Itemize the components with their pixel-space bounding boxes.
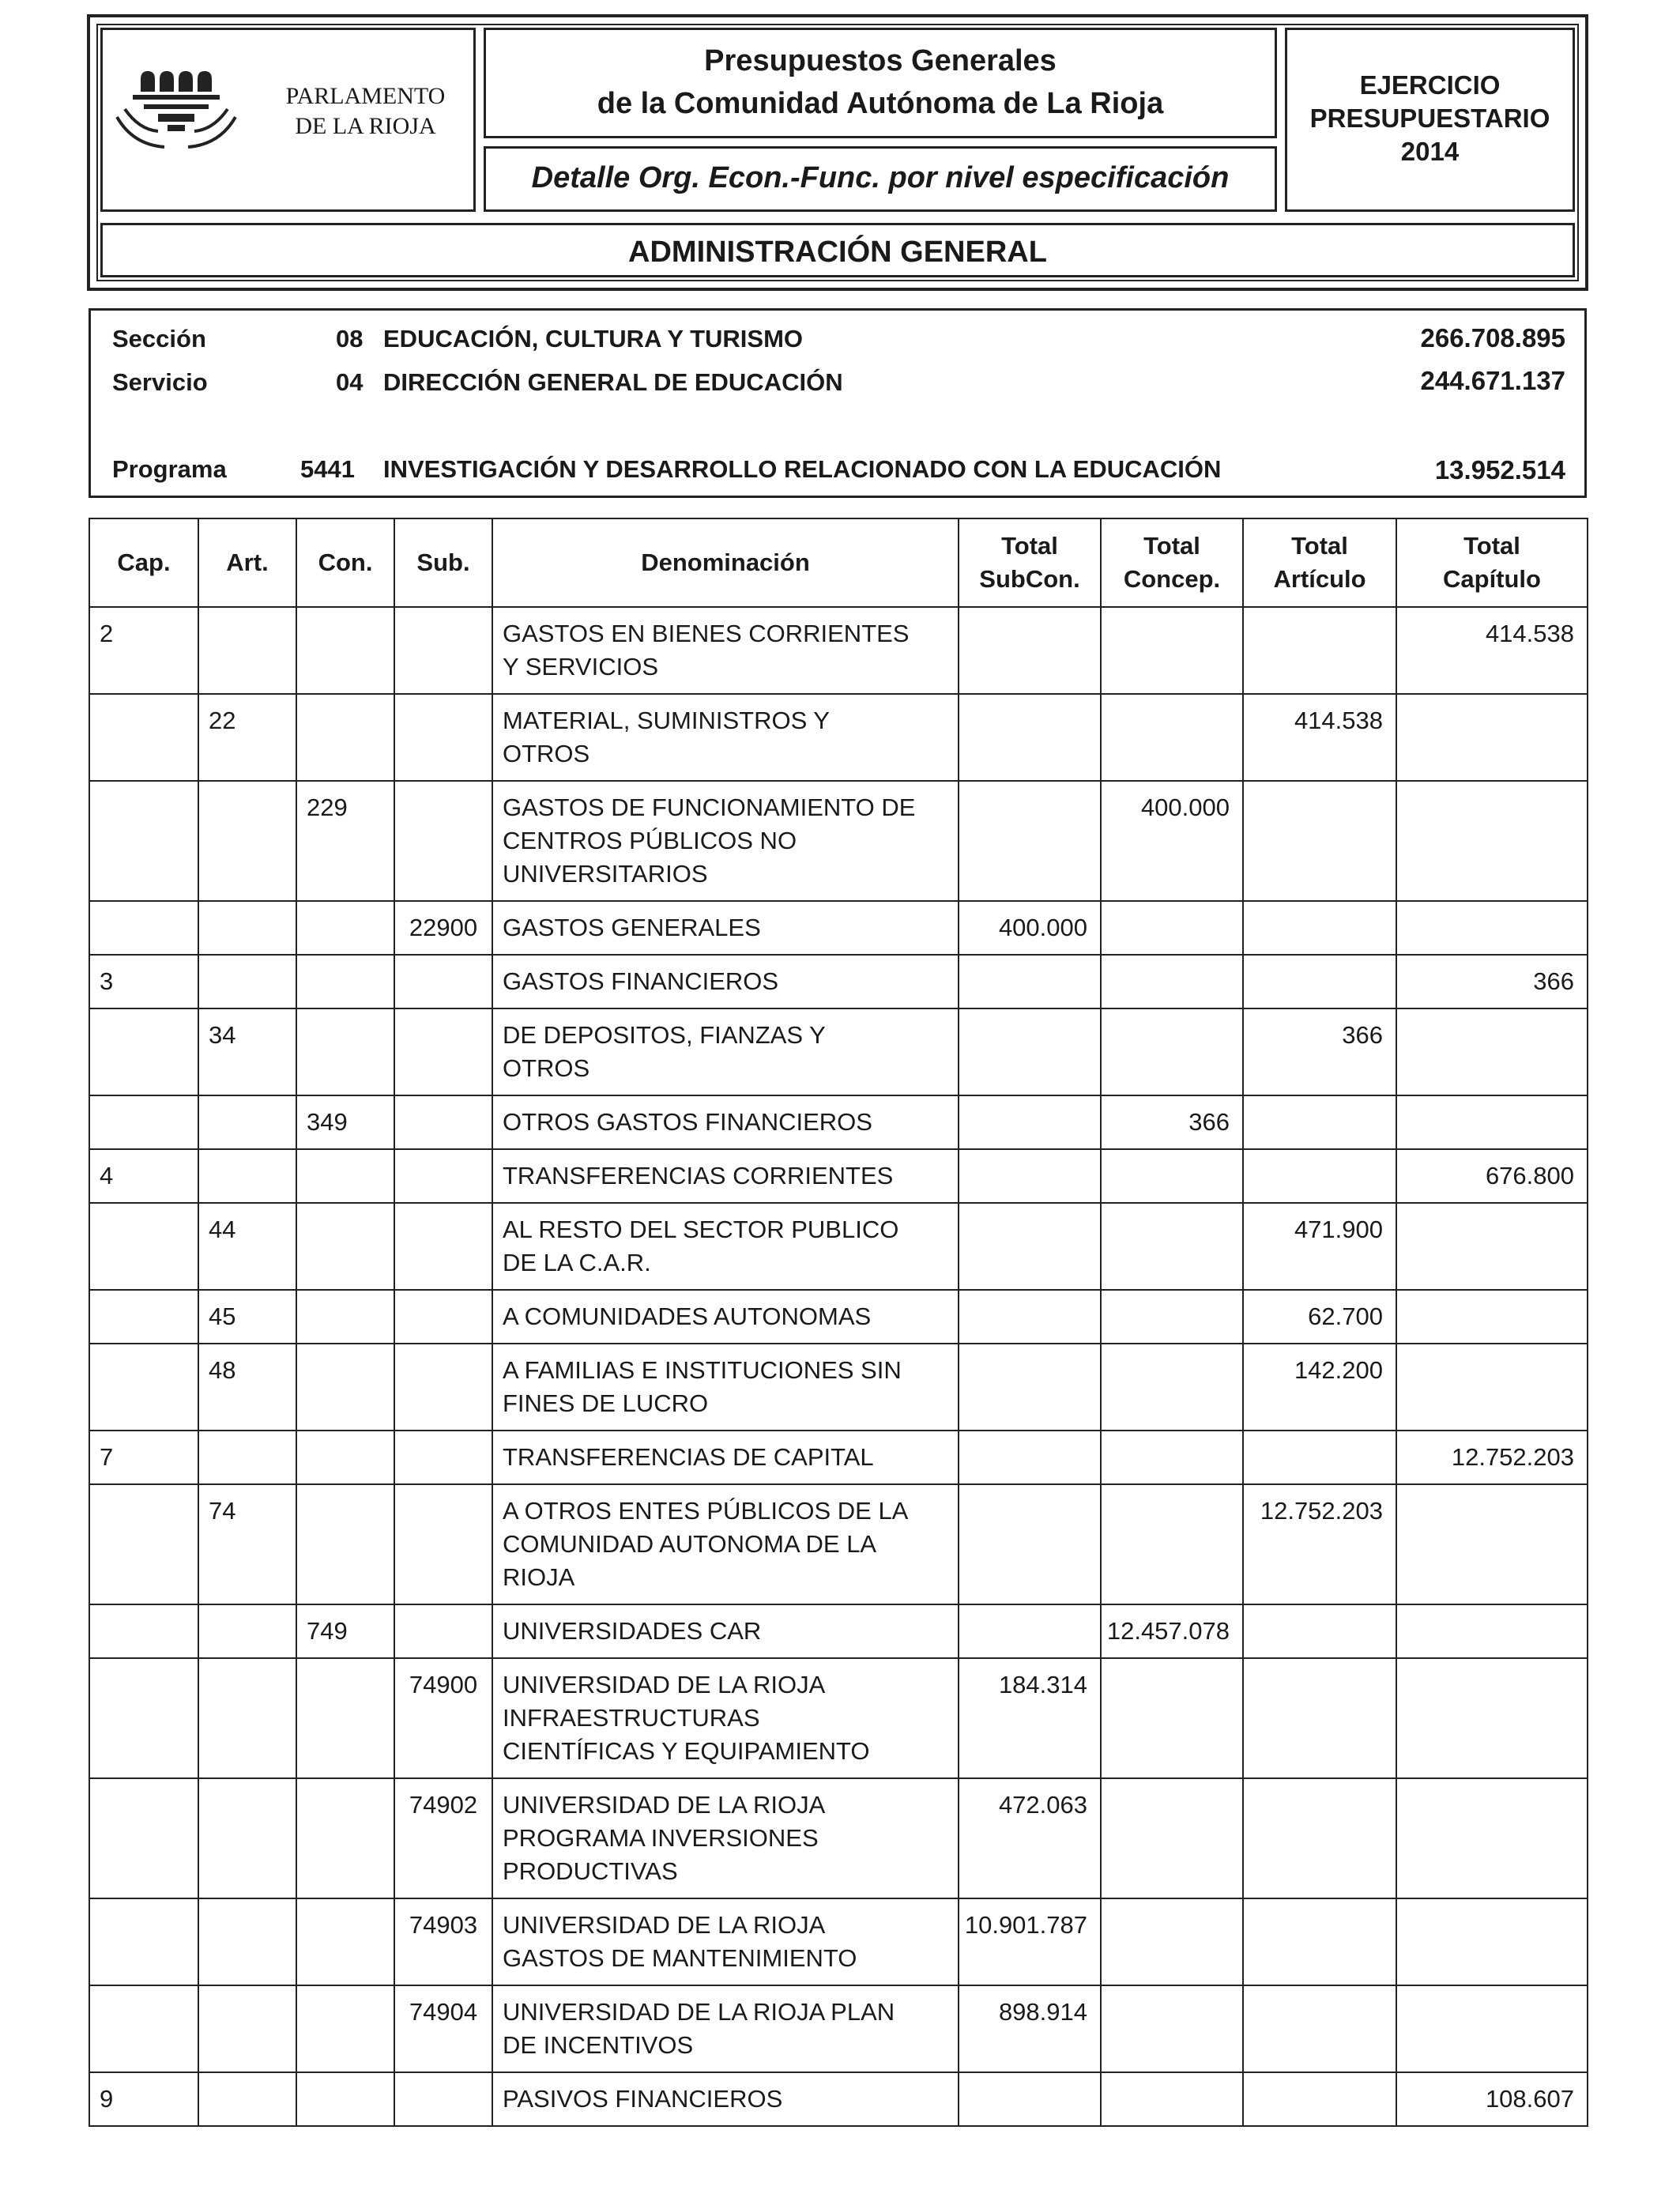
cell-denominacion	[492, 1985, 959, 2072]
denominacion-line: TRANSFERENCIAS CORRIENTES	[503, 1162, 894, 1189]
cell-total-concep	[1101, 1203, 1243, 1290]
denominacion-line: Y SERVICIOS	[503, 653, 658, 680]
table-row	[89, 1658, 1588, 1778]
cell-total-concep	[1101, 2072, 1243, 2126]
denominacion-line: UNIVERSIDAD DE LA RIOJA	[503, 1671, 826, 1698]
servicio-code: 04	[336, 368, 363, 396]
cell-sub	[394, 2072, 492, 2126]
denominacion-line: GASTOS GENERALES	[503, 914, 761, 941]
denominacion-line: UNIVERSIDAD DE LA RIOJA PLAN	[503, 1998, 895, 2026]
cell-total-articulo	[1243, 2072, 1396, 2126]
cell-total-concep: 12.457.078	[1101, 1604, 1243, 1658]
denominacion-line: GASTOS EN BIENES CORRIENTES	[503, 620, 910, 647]
cell-art: 34	[198, 1008, 296, 1095]
cell-sub	[394, 955, 492, 1008]
cell-total-articulo	[1243, 781, 1396, 901]
cell-total-articulo	[1243, 1604, 1396, 1658]
denominacion-line: DE DEPOSITOS, FIANZAS Y	[503, 1021, 826, 1049]
denominacion-line: GASTOS FINANCIEROS	[503, 967, 779, 995]
header-total-articulo: Total Artículo	[1243, 518, 1396, 607]
cell-denominacion	[492, 1604, 959, 1658]
admin-title: ADMINISTRACIÓN GENERAL	[628, 236, 1047, 269]
section-box	[89, 308, 1587, 498]
cell-total-capitulo	[1396, 1778, 1588, 1898]
cell-total-capitulo	[1396, 1658, 1588, 1778]
programa-label: Programa	[112, 455, 227, 483]
cell-sub	[394, 1149, 492, 1203]
denominacion-line: PROGRAMA INVERSIONES	[503, 1824, 819, 1852]
header-denominacion: Denominación	[492, 518, 959, 607]
cell-total-articulo	[1243, 1658, 1396, 1778]
cell-cap	[89, 1008, 198, 1095]
cell-total-subcon	[959, 1484, 1101, 1604]
programa-code: 5441	[300, 455, 355, 483]
cell-art: 22	[198, 694, 296, 781]
denominacion-line: CENTROS PÚBLICOS NO	[503, 827, 797, 854]
cell-cap	[89, 1985, 198, 2072]
denominacion-line: OTROS GASTOS FINANCIEROS	[503, 1108, 872, 1136]
cell-total-articulo: 471.900	[1243, 1203, 1396, 1290]
cell-total-articulo	[1243, 955, 1396, 1008]
programa-name: INVESTIGACIÓN Y DESARROLLO RELACIONADO CON LA EDUCACIÓN	[383, 455, 1222, 483]
cell-con	[296, 1149, 394, 1203]
header-con: Con.	[296, 518, 394, 607]
cell-total-capitulo	[1396, 1008, 1588, 1095]
cell-con: 349	[296, 1095, 394, 1149]
cell-denominacion	[492, 1658, 959, 1778]
cell-art: 44	[198, 1203, 296, 1290]
cell-total-concep: 366	[1101, 1095, 1243, 1149]
title-box	[484, 28, 1277, 138]
denominacion-line: UNIVERSITARIOS	[503, 860, 708, 888]
cell-art	[198, 901, 296, 955]
cell-con	[296, 1344, 394, 1431]
cell-total-capitulo	[1396, 1985, 1588, 2072]
denominacion-line: DE INCENTIVOS	[503, 2031, 694, 2059]
cell-cap	[89, 1344, 198, 1431]
cell-cap	[89, 901, 198, 955]
cell-total-articulo	[1243, 1898, 1396, 1985]
cell-con: 229	[296, 781, 394, 901]
cell-con: 749	[296, 1604, 394, 1658]
table-row	[89, 1203, 1588, 1290]
cell-sub	[394, 694, 492, 781]
cell-total-articulo	[1243, 901, 1396, 955]
table-row	[89, 1008, 1588, 1095]
denominacion-line: A OTROS ENTES PÚBLICOS DE LA	[503, 1497, 909, 1525]
cell-sub	[394, 1008, 492, 1095]
parliament-logo-icon	[109, 62, 267, 164]
table-row	[89, 1149, 1588, 1203]
header-total-capitulo: Total Capítulo	[1396, 518, 1588, 607]
denominacion-line: MATERIAL, SUMINISTROS Y	[503, 707, 830, 734]
cell-con	[296, 1898, 394, 1985]
cell-cap	[89, 1484, 198, 1604]
cell-denominacion	[492, 1203, 959, 1290]
denominacion-line: PASIVOS FINANCIEROS	[503, 2085, 783, 2113]
cell-total-concep	[1101, 1985, 1243, 2072]
cell-total-subcon: 10.901.787	[959, 1898, 1101, 1985]
cell-total-capitulo	[1396, 1290, 1588, 1344]
cell-sub	[394, 1203, 492, 1290]
cell-cap	[89, 1778, 198, 1898]
table-header-row	[89, 518, 1588, 607]
cell-total-subcon	[959, 1008, 1101, 1095]
cell-sub	[394, 607, 492, 694]
cell-total-concep	[1101, 607, 1243, 694]
cell-art	[198, 607, 296, 694]
cell-art: 74	[198, 1484, 296, 1604]
cell-art	[198, 1778, 296, 1898]
cell-cap	[89, 781, 198, 901]
cell-cap	[89, 1658, 198, 1778]
cell-denominacion	[492, 1344, 959, 1431]
cell-art	[198, 1095, 296, 1149]
cell-total-capitulo: 108.607	[1396, 2072, 1588, 2126]
cell-total-capitulo	[1396, 1604, 1588, 1658]
cell-total-articulo	[1243, 1149, 1396, 1203]
cell-total-concep	[1101, 1898, 1243, 1985]
year-line1: EJERCICIO	[1359, 70, 1501, 100]
cell-total-concep	[1101, 1778, 1243, 1898]
denominacion-line: GASTOS DE MANTENIMIENTO	[503, 1944, 857, 1972]
cell-denominacion	[492, 607, 959, 694]
cell-con	[296, 1985, 394, 2072]
cell-total-articulo: 62.700	[1243, 1290, 1396, 1344]
header-art: Art.	[198, 518, 296, 607]
table-row	[89, 1985, 1588, 2072]
cell-sub	[394, 1604, 492, 1658]
cell-con	[296, 1290, 394, 1344]
table-row	[89, 1290, 1588, 1344]
year-line2: PRESUPUESTARIO	[1309, 104, 1550, 133]
cell-sub	[394, 1290, 492, 1344]
cell-denominacion	[492, 1431, 959, 1484]
denominacion-line: UNIVERSIDAD DE LA RIOJA	[503, 1791, 826, 1819]
cell-art	[198, 781, 296, 901]
cell-denominacion	[492, 781, 959, 901]
cell-total-subcon	[959, 1431, 1101, 1484]
table-row	[89, 781, 1588, 901]
cell-denominacion	[492, 1095, 959, 1149]
denominacion-line: FINES DE LUCRO	[503, 1389, 709, 1417]
cell-total-subcon	[959, 1344, 1101, 1431]
denominacion-line: CIENTÍFICAS Y EQUIPAMIENTO	[503, 1737, 870, 1765]
cell-cap: 3	[89, 955, 198, 1008]
cell-total-capitulo: 676.800	[1396, 1149, 1588, 1203]
table-row	[89, 1778, 1588, 1898]
cell-total-capitulo: 12.752.203	[1396, 1431, 1588, 1484]
denominacion-line: UNIVERSIDAD DE LA RIOJA	[503, 1911, 826, 1939]
denominacion-line: A FAMILIAS E INSTITUCIONES SIN	[503, 1356, 902, 1384]
title-line2: de la Comunidad Autónoma de La Rioja	[597, 87, 1164, 120]
cell-total-articulo: 142.200	[1243, 1344, 1396, 1431]
denominacion-line: INFRAESTRUCTURAS	[503, 1704, 760, 1732]
cell-denominacion	[492, 1008, 959, 1095]
servicio-label: Servicio	[112, 368, 208, 396]
cell-total-concep	[1101, 1344, 1243, 1431]
cell-denominacion	[492, 694, 959, 781]
cell-total-subcon	[959, 781, 1101, 901]
seccion-label: Sección	[112, 325, 206, 352]
cell-sub: 74900	[394, 1658, 492, 1778]
year-box	[1285, 28, 1575, 212]
cell-art: 45	[198, 1290, 296, 1344]
cell-total-subcon: 400.000	[959, 901, 1101, 955]
cell-art	[198, 2072, 296, 2126]
cell-art	[198, 955, 296, 1008]
cell-total-concep	[1101, 1149, 1243, 1203]
table-row	[89, 901, 1588, 955]
cell-total-subcon	[959, 955, 1101, 1008]
table-row	[89, 1095, 1588, 1149]
cell-cap	[89, 1095, 198, 1149]
cell-con	[296, 1778, 394, 1898]
header-cap: Cap.	[89, 518, 198, 607]
denominacion-line: DE LA C.A.R.	[503, 1249, 651, 1276]
cell-total-concep	[1101, 694, 1243, 781]
admin-box	[100, 223, 1575, 277]
cell-total-capitulo: 366	[1396, 955, 1588, 1008]
denominacion-line: GASTOS DE FUNCIONAMIENTO DE	[503, 794, 916, 821]
cell-total-concep	[1101, 901, 1243, 955]
cell-cap: 7	[89, 1431, 198, 1484]
cell-total-subcon	[959, 1203, 1101, 1290]
cell-total-subcon	[959, 1290, 1101, 1344]
cell-con	[296, 1203, 394, 1290]
cell-con	[296, 1008, 394, 1095]
cell-total-articulo	[1243, 1431, 1396, 1484]
denominacion-line: OTROS	[503, 740, 590, 767]
table-row	[89, 2072, 1588, 2126]
logo-line2: DE LA RIOJA	[295, 113, 436, 139]
table-row	[89, 694, 1588, 781]
servicio-amount: 244.671.137	[1420, 366, 1565, 395]
cell-sub: 74902	[394, 1778, 492, 1898]
cell-total-subcon: 184.314	[959, 1658, 1101, 1778]
cell-con	[296, 2072, 394, 2126]
cell-total-articulo: 414.538	[1243, 694, 1396, 781]
cell-art	[198, 1658, 296, 1778]
header-total-subcon: Total SubCon.	[959, 518, 1101, 607]
table-row	[89, 955, 1588, 1008]
cell-total-articulo: 366	[1243, 1008, 1396, 1095]
cell-cap	[89, 1604, 198, 1658]
cell-con	[296, 1484, 394, 1604]
header-sub: Sub.	[394, 518, 492, 607]
cell-total-concep	[1101, 1290, 1243, 1344]
cell-total-articulo: 12.752.203	[1243, 1484, 1396, 1604]
cell-total-concep	[1101, 1431, 1243, 1484]
cell-cap	[89, 694, 198, 781]
table-row	[89, 1604, 1588, 1658]
logo-line1: PARLAMENTO	[285, 83, 446, 109]
cell-total-concep	[1101, 955, 1243, 1008]
denominacion-line: PRODUCTIVAS	[503, 1857, 678, 1885]
cell-total-capitulo	[1396, 781, 1588, 901]
cell-total-subcon: 898.914	[959, 1985, 1101, 2072]
denominacion-line: RIOJA	[503, 1563, 575, 1591]
year-line3: 2014	[1400, 137, 1460, 166]
subtitle-box	[484, 146, 1277, 212]
cell-total-concep	[1101, 1008, 1243, 1095]
cell-sub: 74903	[394, 1898, 492, 1985]
cell-sub: 22900	[394, 901, 492, 955]
cell-denominacion	[492, 2072, 959, 2126]
cell-cap: 2	[89, 607, 198, 694]
denominacion-line: TRANSFERENCIAS DE CAPITAL	[503, 1443, 874, 1471]
cell-cap: 9	[89, 2072, 198, 2126]
cell-con	[296, 901, 394, 955]
cell-total-articulo	[1243, 607, 1396, 694]
cell-con	[296, 607, 394, 694]
cell-total-concep: 400.000	[1101, 781, 1243, 901]
title-line1: Presupuestos Generales	[704, 44, 1057, 77]
cell-total-subcon	[959, 2072, 1101, 2126]
cell-con	[296, 1431, 394, 1484]
cell-art	[198, 1149, 296, 1203]
cell-con	[296, 955, 394, 1008]
cell-denominacion	[492, 1778, 959, 1898]
cell-art: 48	[198, 1344, 296, 1431]
cell-cap	[89, 1203, 198, 1290]
cell-total-capitulo	[1396, 1203, 1588, 1290]
cell-total-subcon: 472.063	[959, 1778, 1101, 1898]
denominacion-line: UNIVERSIDADES CAR	[503, 1617, 762, 1645]
cell-cap	[89, 1290, 198, 1344]
cell-denominacion	[492, 1898, 959, 1985]
cell-total-capitulo	[1396, 1344, 1588, 1431]
seccion-name: EDUCACIÓN, CULTURA Y TURISMO	[383, 325, 804, 352]
header-total-concep: Total Concep.	[1101, 518, 1243, 607]
cell-con	[296, 1658, 394, 1778]
cell-total-concep	[1101, 1658, 1243, 1778]
seccion-amount: 266.708.895	[1420, 323, 1565, 352]
cell-total-capitulo	[1396, 1095, 1588, 1149]
cell-total-capitulo	[1396, 694, 1588, 781]
cell-denominacion	[492, 955, 959, 1008]
cell-con	[296, 694, 394, 781]
cell-denominacion	[492, 1290, 959, 1344]
cell-sub: 74904	[394, 1985, 492, 2072]
cell-total-capitulo	[1396, 901, 1588, 955]
cell-total-capitulo	[1396, 1898, 1588, 1985]
denominacion-line: AL RESTO DEL SECTOR PUBLICO	[503, 1216, 899, 1243]
cell-sub	[394, 1344, 492, 1431]
cell-art	[198, 1898, 296, 1985]
logo-box	[100, 28, 476, 212]
denominacion-line: COMUNIDAD AUTONOMA DE LA	[503, 1530, 877, 1558]
subtitle: Detalle Org. Econ.-Func. por nivel especificación	[531, 161, 1230, 194]
cell-sub	[394, 1095, 492, 1149]
cell-sub	[394, 781, 492, 901]
cell-cap: 4	[89, 1149, 198, 1203]
cell-cap	[89, 1898, 198, 1985]
cell-art	[198, 1431, 296, 1484]
cell-total-subcon	[959, 607, 1101, 694]
cell-sub	[394, 1484, 492, 1604]
cell-art	[198, 1985, 296, 2072]
budget-table	[89, 518, 1588, 2127]
cell-denominacion	[492, 1149, 959, 1203]
cell-total-subcon	[959, 1149, 1101, 1203]
cell-total-capitulo: 414.538	[1396, 607, 1588, 694]
table-row	[89, 1431, 1588, 1484]
programa-amount: 13.952.514	[1434, 455, 1565, 484]
cell-total-articulo	[1243, 1778, 1396, 1898]
table-row	[89, 1898, 1588, 1985]
cell-total-subcon	[959, 1604, 1101, 1658]
cell-denominacion	[492, 1484, 959, 1604]
table-row	[89, 1484, 1588, 1604]
cell-total-capitulo	[1396, 1484, 1588, 1604]
cell-total-concep	[1101, 1484, 1243, 1604]
seccion-code: 08	[336, 325, 363, 352]
cell-total-articulo	[1243, 1095, 1396, 1149]
cell-total-subcon	[959, 1095, 1101, 1149]
table-row	[89, 1344, 1588, 1431]
table-row	[89, 607, 1588, 694]
denominacion-line: A COMUNIDADES AUTONOMAS	[503, 1302, 872, 1330]
denominacion-line: OTROS	[503, 1054, 590, 1082]
cell-art	[198, 1604, 296, 1658]
cell-sub	[394, 1431, 492, 1484]
cell-total-subcon	[959, 694, 1101, 781]
cell-total-articulo	[1243, 1985, 1396, 2072]
servicio-name: DIRECCIÓN GENERAL DE EDUCACIÓN	[383, 368, 843, 396]
cell-denominacion	[492, 901, 959, 955]
